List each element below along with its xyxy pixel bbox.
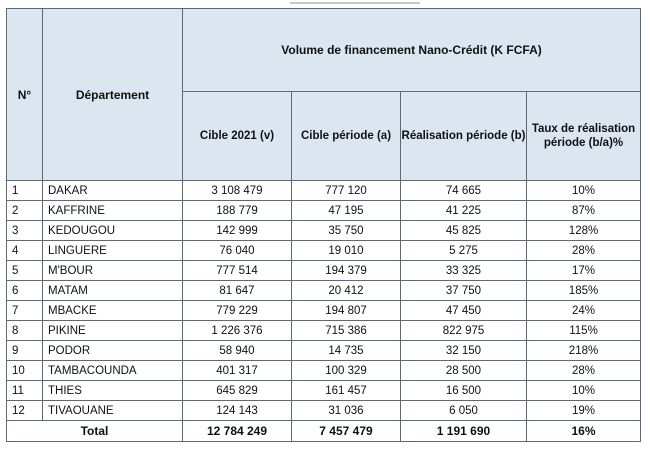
row-realisation: 5 275 xyxy=(401,241,527,261)
row-cible-2021: 81 647 xyxy=(183,281,292,301)
nano-credit-table xyxy=(6,8,641,442)
row-cible-2021: 124 143 xyxy=(183,401,292,421)
row-cible-2021: 188 779 xyxy=(183,201,292,221)
row-realisation: 32 150 xyxy=(401,341,527,361)
table-row xyxy=(7,321,641,341)
row-cible-2021: 3 108 479 xyxy=(183,181,292,201)
row-cible-2021: 777 514 xyxy=(183,261,292,281)
col-header-department: Département xyxy=(43,9,183,181)
total-cible-periode: 7 457 479 xyxy=(292,421,401,442)
row-cible-2021: 1 226 376 xyxy=(183,321,292,341)
total-realisation: 1 191 690 xyxy=(401,421,527,442)
row-department: KAFFRINE xyxy=(43,201,183,221)
row-department: PODOR xyxy=(43,341,183,361)
row-taux: 128% xyxy=(527,221,641,241)
row-number: 10 xyxy=(7,361,43,381)
row-cible-2021: 779 229 xyxy=(183,301,292,321)
row-taux: 115% xyxy=(527,321,641,341)
table-row xyxy=(7,381,641,401)
row-realisation: 37 750 xyxy=(401,281,527,301)
col-group-title: Volume de financement Nano-Crédit (K FCFA) xyxy=(183,9,641,92)
row-taux: 185% xyxy=(527,281,641,301)
row-taux: 10% xyxy=(527,381,641,401)
row-realisation: 33 325 xyxy=(401,261,527,281)
row-realisation: 41 225 xyxy=(401,201,527,221)
row-taux: 218% xyxy=(527,341,641,361)
col-header-realisation: Réalisation période (b) xyxy=(401,92,527,181)
row-number: 4 xyxy=(7,241,43,261)
row-number: 8 xyxy=(7,321,43,341)
row-cible-periode: 47 195 xyxy=(292,201,401,221)
row-taux: 28% xyxy=(527,241,641,261)
row-number: 9 xyxy=(7,341,43,361)
cropped-text-fragment xyxy=(290,2,420,4)
row-number: 11 xyxy=(7,381,43,401)
total-cible-2021: 12 784 249 xyxy=(183,421,292,442)
table-row xyxy=(7,361,641,381)
row-cible-periode: 31 036 xyxy=(292,401,401,421)
row-department: M'BOUR xyxy=(43,261,183,281)
row-cible-periode: 100 329 xyxy=(292,361,401,381)
row-taux: 28% xyxy=(527,361,641,381)
table-row xyxy=(7,301,641,321)
row-department: THIES xyxy=(43,381,183,401)
row-cible-periode: 19 010 xyxy=(292,241,401,261)
col-header-cible-2021: Cible 2021 (v) xyxy=(183,92,292,181)
row-cible-periode: 194 807 xyxy=(292,301,401,321)
row-cible-periode: 194 379 xyxy=(292,261,401,281)
row-realisation: 28 500 xyxy=(401,361,527,381)
row-cible-periode: 777 120 xyxy=(292,181,401,201)
row-cible-2021: 76 040 xyxy=(183,241,292,261)
row-department: TIVAOUANE xyxy=(43,401,183,421)
row-department: DAKAR xyxy=(43,181,183,201)
row-realisation: 6 050 xyxy=(401,401,527,421)
row-department: MATAM xyxy=(43,281,183,301)
total-row xyxy=(7,421,641,442)
col-header-cible-periode: Cible période (a) xyxy=(292,92,401,181)
row-taux: 19% xyxy=(527,401,641,421)
col-header-taux: Taux de réalisation période (b/a)% xyxy=(527,92,641,181)
row-realisation: 47 450 xyxy=(401,301,527,321)
table-row xyxy=(7,261,641,281)
row-taux: 87% xyxy=(527,201,641,221)
table-row xyxy=(7,281,641,301)
row-cible-2021: 401 317 xyxy=(183,361,292,381)
row-department: PIKINE xyxy=(43,321,183,341)
row-realisation: 16 500 xyxy=(401,381,527,401)
table-row xyxy=(7,401,641,421)
row-cible-2021: 58 940 xyxy=(183,341,292,361)
row-cible-periode: 161 457 xyxy=(292,381,401,401)
row-department: LINGUERE xyxy=(43,241,183,261)
table-row xyxy=(7,201,641,221)
row-department: MBACKE xyxy=(43,301,183,321)
top-strip xyxy=(0,0,650,8)
row-department: TAMBACOUNDA xyxy=(43,361,183,381)
table-body xyxy=(7,181,641,421)
row-number: 7 xyxy=(7,301,43,321)
row-number: 3 xyxy=(7,221,43,241)
row-cible-2021: 645 829 xyxy=(183,381,292,401)
header-row-top xyxy=(7,9,641,92)
col-header-no: N° xyxy=(7,9,43,181)
row-number: 2 xyxy=(7,201,43,221)
total-taux: 16% xyxy=(527,421,641,442)
row-cible-2021: 142 999 xyxy=(183,221,292,241)
row-taux: 24% xyxy=(527,301,641,321)
row-cible-periode: 35 750 xyxy=(292,221,401,241)
row-number: 12 xyxy=(7,401,43,421)
row-department: KEDOUGOU xyxy=(43,221,183,241)
table-row xyxy=(7,221,641,241)
row-number: 6 xyxy=(7,281,43,301)
table-row xyxy=(7,341,641,361)
row-cible-periode: 715 386 xyxy=(292,321,401,341)
row-number: 1 xyxy=(7,181,43,201)
table-row xyxy=(7,181,641,201)
row-realisation: 45 825 xyxy=(401,221,527,241)
row-cible-periode: 20 412 xyxy=(292,281,401,301)
total-label: Total xyxy=(7,421,183,442)
row-taux: 17% xyxy=(527,261,641,281)
row-realisation: 822 975 xyxy=(401,321,527,341)
row-taux: 10% xyxy=(527,181,641,201)
row-number: 5 xyxy=(7,261,43,281)
table-row xyxy=(7,241,641,261)
row-realisation: 74 665 xyxy=(401,181,527,201)
row-cible-periode: 14 735 xyxy=(292,341,401,361)
